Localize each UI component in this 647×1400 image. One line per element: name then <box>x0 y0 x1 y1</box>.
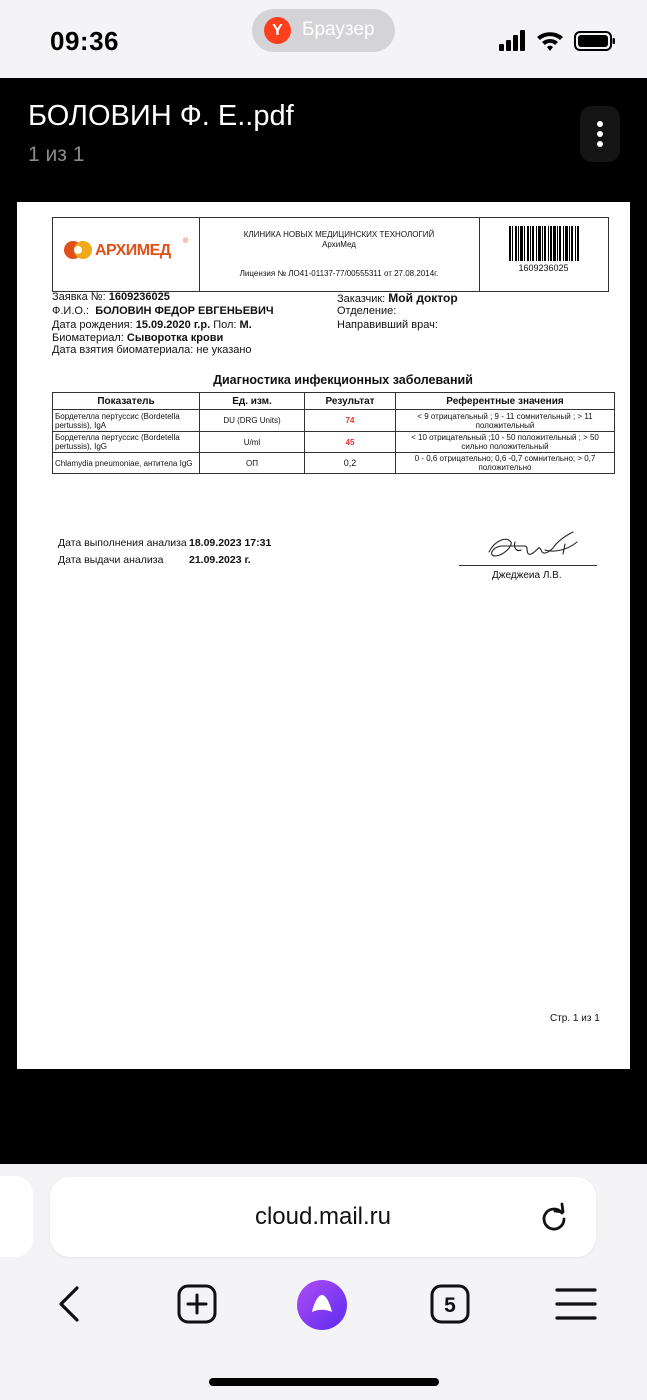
test-unit: DU (DRG Units) <box>200 410 305 432</box>
barcode-icon <box>509 226 579 261</box>
test-name: Бордетелла пертуссис (Bordetella pertussis), IgA <box>53 410 200 432</box>
completion-date-value: 18.09.2023 17:31 <box>189 537 272 549</box>
sampling-date-row: Дата взятия биоматериала: не указано <box>52 344 252 356</box>
cellular-signal-icon <box>499 30 525 51</box>
reload-icon[interactable] <box>538 1201 570 1233</box>
home-indicator <box>209 1378 439 1386</box>
wifi-icon <box>537 32 563 51</box>
status-bar <box>0 0 647 78</box>
section-title: Диагностика инфекционных заболеваний <box>213 373 473 387</box>
patient-name-row: Ф.И.О.: БОЛОВИН ФЕДОР ЕВГЕНЬЕВИЧ <box>52 305 274 317</box>
battery-icon <box>575 32 615 50</box>
column-header: Ед. изм. <box>200 393 305 410</box>
column-header: Показатель <box>53 393 200 410</box>
clinic-short-name: АрхиМед <box>322 240 356 249</box>
table-header-row <box>53 393 615 410</box>
tabs-count: 5 <box>444 1294 456 1317</box>
barcode-cell <box>479 218 608 291</box>
order-number-row: Заявка №: 1609236025 <box>52 291 170 303</box>
test-reference: < 9 отрицательный ; 9 - 11 сомнительный ; > 11 положительный <box>396 410 615 432</box>
back-to-app-pill[interactable] <box>252 9 395 52</box>
alice-assistant-icon[interactable] <box>296 1279 348 1331</box>
test-unit: U/ml <box>200 432 305 453</box>
previous-tab-preview[interactable] <box>0 1176 33 1257</box>
column-header: Референтные значения <box>396 393 615 410</box>
barcode-number: 1609236025 <box>518 263 569 273</box>
tabs-counter-icon[interactable] <box>430 1284 470 1324</box>
table-row <box>53 453 615 474</box>
signer-name: Джеджеиа Л.В. <box>492 570 562 581</box>
clinic-logo <box>53 218 200 291</box>
page-footer: Стр. 1 из 1 <box>550 1013 600 1024</box>
signature-icon <box>455 522 595 567</box>
clinic-info <box>199 218 480 291</box>
more-dot-icon <box>597 121 603 127</box>
results-table <box>52 392 615 474</box>
test-reference: < 10 отрицательный ;10 - 50 положительный ; > 50 сильно положительный <box>396 432 615 453</box>
status-icons <box>499 30 617 52</box>
table-row <box>53 432 615 453</box>
archimed-logo-icon <box>53 218 199 291</box>
birth-date-row: Дата рождения: 15.09.2020 г.р. Пол: М. <box>52 319 252 331</box>
more-dot-icon <box>597 141 603 147</box>
back-icon[interactable] <box>52 1284 88 1324</box>
test-result: 45 <box>305 432 396 453</box>
issue-date-value: 21.09.2023 г. <box>189 554 251 566</box>
customer-row: Заказчик: Мой доктор <box>337 291 458 305</box>
test-name: Chlamydia pneumoniae, антитела IgG <box>53 453 200 474</box>
url-text: cloud.mail.ru <box>254 1203 392 1230</box>
clock: 09:36 <box>50 26 119 56</box>
address-bar[interactable] <box>50 1177 596 1257</box>
more-options-button[interactable] <box>580 106 620 162</box>
yandex-browser-icon: Y <box>264 17 291 44</box>
completion-date-label: Дата выполнения анализа <box>58 537 187 549</box>
lab-header <box>52 217 609 292</box>
test-name: Бордетелла пертуссис (Bordetella pertussis), IgG <box>53 432 200 453</box>
table-row <box>53 410 615 432</box>
department-row: Отделение: <box>337 305 397 317</box>
menu-icon[interactable] <box>555 1287 597 1321</box>
logo-text: АРХИМЕД <box>95 242 171 259</box>
test-result: 74 <box>305 410 396 432</box>
biomaterial-row: Биоматериал: Сыворотка крови <box>52 332 224 344</box>
referring-doctor-row: Направивший врач: <box>337 319 438 331</box>
license-text: Лицензия № ЛО41-01137-77/00555311 от 27.08.2014г. <box>239 269 439 278</box>
new-tab-icon[interactable] <box>176 1284 218 1324</box>
clinic-name: КЛИНИКА НОВЫХ МЕДИЦИНСКИХ ТЕХНОЛОГИЙ <box>243 230 435 239</box>
signature-line <box>459 565 597 566</box>
document-title: БОЛОВИН Ф. Е..pdf <box>28 100 294 132</box>
test-reference: 0 - 0,6 отрицательно; 0,6 -0,7 сомнительно; > 0,7 положительно <box>396 453 615 474</box>
back-to-app-label: Браузер <box>302 19 375 40</box>
test-unit: ОП <box>200 453 305 474</box>
more-dot-icon <box>597 131 603 137</box>
issue-date-label: Дата выдачи анализа <box>58 554 164 566</box>
pdf-page[interactable] <box>17 202 630 1069</box>
page-counter: 1 из 1 <box>28 143 85 166</box>
svg-text:®: ® <box>183 238 189 245</box>
column-header: Результат <box>305 393 396 410</box>
test-result: 0,2 <box>305 453 396 474</box>
